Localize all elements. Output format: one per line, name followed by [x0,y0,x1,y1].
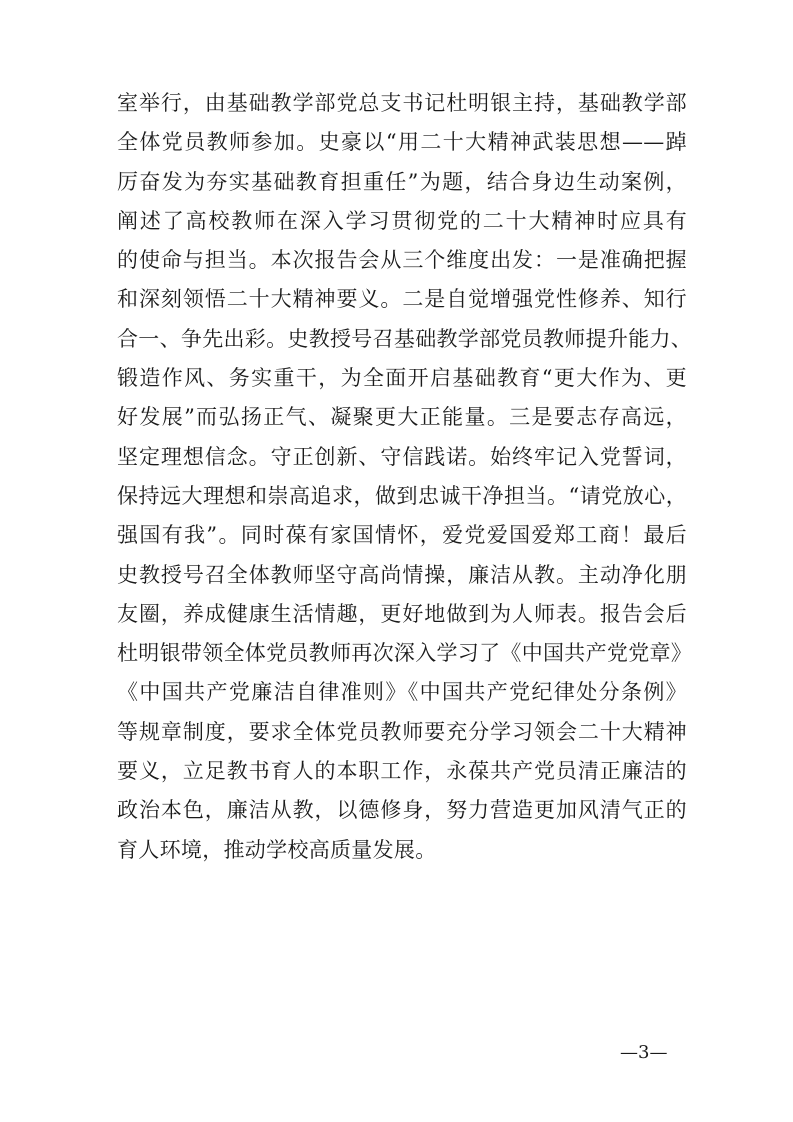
text-line: 要义，立足教书育人的本职工作，永葆共产党员清正廉洁的 [117,759,687,784]
text-line: 坚定理想信念。守正创新、守信践诺。始终牢记入党誓词， [117,444,687,469]
text-line: 政治本色，廉洁从教，以德修身，努力营造更加风清气正的 [117,798,687,823]
text-line: 史教授号召全体教师坚守高尚情操，廉洁从教。主动净化朋 [117,562,687,587]
text-line: 强国有我”。同时葆有家国情怀，爱党爱国爱郑工商！最后 [117,523,687,548]
text-line: 友圈，养成健康生活情趣，更好地做到为人师表。报告会后 [117,601,687,626]
text-line: 合一、争先出彩。史教授号召基础教学部党员教师提升能力、 [117,326,693,351]
text-line: 和深刻领悟二十大精神要义。二是自觉增强党性修养、知行 [117,287,687,312]
text-line: 育人环境，推动学校高质量发展。 [117,837,437,862]
text-line: 保持远大理想和崇高追求，做到忠诚干净担当。“请党放心， [117,483,687,508]
text-line: 阐述了高校教师在深入学习贯彻党的二十大精神时应具有 [117,208,687,233]
text-line: 锻造作风、务实重干，为全面开启基础教育“更大作为、更 [117,366,687,391]
body-paragraph [117,84,693,870]
page-number: —3— [620,1042,668,1063]
text-line: 厉奋发为夯实基础教育担重任”为题，结合身边生动案例， [117,169,687,194]
text-line: 《中国共产党廉洁自律准则》《中国共产党纪律处分条例》 [117,680,687,705]
text-line: 全体党员教师参加。史豪以“用二十大精神武装思想——踔 [117,130,687,155]
text-line: 杜明银带领全体党员教师再次深入学习了《中国共产党党章》 [117,641,693,666]
text-line: 好发展”而弘扬正气、凝聚更大正能量。三是要志存高远， [117,405,687,430]
text-line: 的使命与担当。本次报告会从三个维度出发：一是准确把握 [117,248,687,273]
text-line: 室举行，由基础教学部党总支书记杜明银主持，基础教学部 [117,91,687,115]
text-line: 等规章制度，要求全体党员教师要充分学习领会二十大精神 [117,719,687,744]
